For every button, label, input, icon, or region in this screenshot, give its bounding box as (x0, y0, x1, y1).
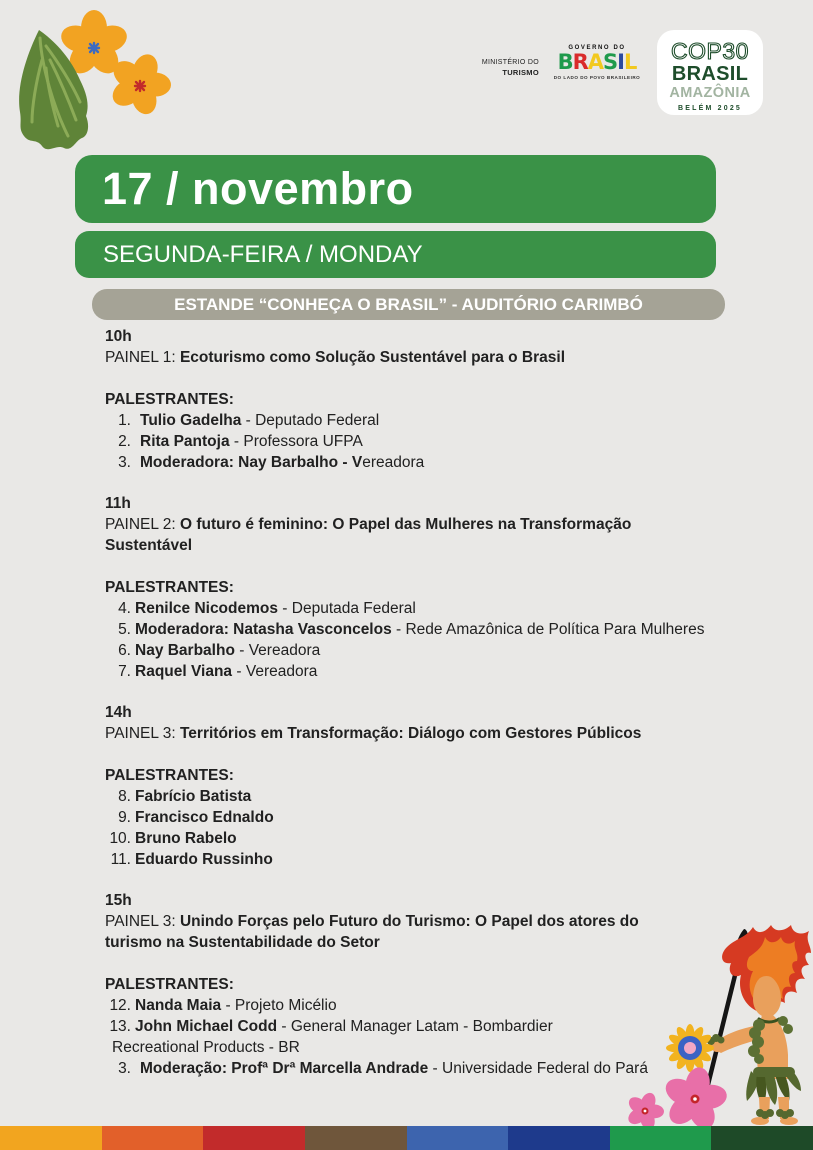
speakers-list (105, 598, 710, 682)
speaker-name: Nay Barbalho (135, 642, 235, 659)
speaker-number: 1. (118, 412, 131, 429)
cop30-wordmark: COP30 (671, 38, 749, 64)
session-time: 15h (105, 892, 132, 909)
session-time: 10h (105, 328, 132, 345)
date-banner: 17 / novembro (75, 155, 716, 223)
sunflower-icon (666, 1024, 714, 1072)
panel-title: Ecoturismo como Solução Sustentável para o Brasil (179, 349, 565, 366)
gov-brasil-wordmark: BRASIL (557, 50, 637, 74)
leaf-skirt-icon (746, 1067, 801, 1105)
speakers-heading: PALESTRANTES: (105, 579, 234, 596)
governo-do-brasil-logo (551, 45, 643, 81)
speaker-role: - Universidade Federal do Pará (428, 1060, 648, 1077)
speaker-number: 7. (118, 663, 131, 680)
speaker-text (135, 661, 317, 682)
speaker-name: Fabrício Batista (135, 788, 252, 805)
panel-title-line (105, 911, 663, 953)
panel-label: PAINEL 2: (105, 516, 176, 533)
speaker-role: - General Manager Latam - Bombardier (277, 1018, 553, 1035)
panel-title: O futuro é feminino: O Papel das Mulheres na Transformação Sustentável (105, 516, 632, 554)
speaker-name: Moderadora: Nay Barbalho - V (140, 454, 363, 471)
speaker-item (105, 410, 710, 431)
footer-stripe-segment (0, 1126, 102, 1150)
speaker-name: Moderadora: Natasha Vasconcelos (135, 621, 392, 638)
footer-stripe-segment (508, 1126, 610, 1150)
speaker-item (105, 640, 710, 661)
panel-title-line (105, 514, 663, 556)
speaker-name: Moderação: Profª Drª Marcella Andrade (140, 1060, 429, 1077)
speaker-text (135, 849, 273, 870)
speaker-name: Tulio Gadelha (140, 412, 242, 429)
speaker-text (140, 410, 379, 431)
schedule-section-11h (105, 493, 710, 682)
panel-label: PAINEL 3: (105, 725, 176, 742)
speaker-item (105, 598, 710, 619)
speaker-number: 6. (118, 642, 131, 659)
speaker-role: - Rede Amazônica de Política Para Mulheres (391, 621, 705, 638)
speaker-number: 4. (118, 600, 131, 617)
speakers-heading: PALESTRANTES: (105, 976, 234, 993)
speaker-text (135, 640, 320, 661)
speaker-role: - Deputada Federal (278, 600, 416, 617)
footer-color-stripe (0, 1126, 813, 1150)
cop30-badge (657, 30, 763, 115)
speaker-name: Bruno Rabelo (135, 830, 237, 847)
speakers-list (105, 786, 710, 870)
speakers-heading: PALESTRANTES: (105, 391, 234, 408)
speaker-role: - Projeto Micélio (221, 997, 337, 1014)
gov-tagline: DO LADO DO POVO BRASILEIRO (553, 75, 641, 80)
speaker-role: - Vereadora (234, 642, 321, 659)
panel-label: PAINEL 1: (105, 349, 176, 366)
speaker-text (140, 1058, 648, 1079)
speaker-name: Francisco Ednaldo (135, 809, 274, 826)
speaker-text (135, 1016, 553, 1037)
footer-stripe-segment (610, 1126, 712, 1150)
panel-title: Territórios em Transformação: Diálogo com Gestores Públicos (179, 725, 642, 742)
footer-stripe-segment (102, 1126, 204, 1150)
speaker-text (135, 807, 274, 828)
footer-stripe-segment (203, 1126, 305, 1150)
speaker-role: Recreational Products - BR (112, 1039, 300, 1056)
speaker-number: 12. (109, 997, 131, 1014)
gov-top-label: GOVERNO DO (568, 45, 626, 51)
speaker-item (105, 849, 710, 870)
weekday-banner: SEGUNDA-FEIRA / MONDAY (75, 231, 716, 278)
speaker-text (140, 431, 363, 452)
speaker-item (105, 807, 710, 828)
speaker-number: 3. (118, 1060, 131, 1077)
speaker-number: 9. (118, 809, 131, 826)
ministry-line1: MINISTÉRIO DO (481, 59, 539, 66)
speaker-number: 2. (118, 433, 131, 450)
speakers-list (105, 410, 710, 473)
speaker-item (105, 452, 710, 473)
session-time: 11h (105, 495, 131, 512)
pink-flower-icon (661, 1065, 728, 1126)
speaker-item (105, 828, 710, 849)
panel-title-line (105, 347, 663, 368)
speaker-text (140, 452, 424, 473)
footer-stripe-segment (711, 1126, 813, 1150)
speaker-number: 8. (118, 788, 131, 805)
header-logos (482, 30, 763, 115)
speaker-name: Eduardo Russinho (135, 851, 273, 868)
speaker-name: Nanda Maia (135, 997, 222, 1014)
speaker-role: - Professora UFPA (229, 433, 363, 450)
speaker-name: Renilce Nicodemos (135, 600, 278, 617)
speaker-text (135, 828, 237, 849)
ministry-line2: TURISMO (502, 67, 539, 77)
speaker-number: 10. (109, 830, 131, 847)
speaker-text (135, 995, 337, 1016)
schedule-section-14h (105, 702, 710, 870)
speaker-role: - Vereadora (232, 663, 318, 680)
speaker-text (135, 786, 251, 807)
leaf-flowers-decoration-icon (6, 8, 201, 163)
footer-stripe-segment (407, 1126, 509, 1150)
speaker-text (112, 1037, 300, 1058)
speaker-role: - Deputado Federal (241, 412, 380, 429)
speaker-number: 11. (110, 851, 131, 868)
speaker-number: 5. (118, 621, 131, 638)
footer-stripe-segment (305, 1126, 407, 1150)
speaker-text (135, 598, 416, 619)
session-time: 14h (105, 704, 132, 721)
panel-title: Unindo Forças pelo Futuro do Turismo: O Papel dos atores do turismo na Sustentabilidade do Setor (105, 913, 639, 951)
speaker-item (105, 786, 710, 807)
panel-label: PAINEL 3: (105, 913, 176, 930)
speaker-number: 13. (109, 1018, 131, 1035)
schedule-section-10h (105, 326, 710, 473)
speaker-item (105, 661, 710, 682)
cop30-amazonia-label: AMAZÔNIA (669, 85, 751, 101)
venue-banner: ESTANDE “CONHEÇA O BRASIL” - AUDITÓRIO CARIMBÓ (92, 289, 725, 320)
speaker-number: 3. (118, 454, 131, 471)
speaker-role: ereadora (362, 454, 425, 471)
speakers-heading: PALESTRANTES: (105, 767, 234, 784)
curupira-flowers-decoration-icon (613, 921, 813, 1126)
speaker-name: Raquel Viana (135, 663, 233, 680)
speaker-item (105, 619, 710, 640)
ministry-of-tourism-logo (482, 58, 539, 78)
speaker-name: John Michael Codd (135, 1018, 278, 1035)
speaker-name: Rita Pantoja (140, 433, 230, 450)
speaker-item (105, 431, 710, 452)
cop30-belem-label: BELÉM 2025 (677, 104, 743, 112)
pink-flower-icon (625, 1091, 664, 1126)
cop30-brasil-label: BRASIL (671, 63, 749, 85)
speaker-text (135, 619, 704, 640)
panel-title-line (105, 723, 663, 744)
